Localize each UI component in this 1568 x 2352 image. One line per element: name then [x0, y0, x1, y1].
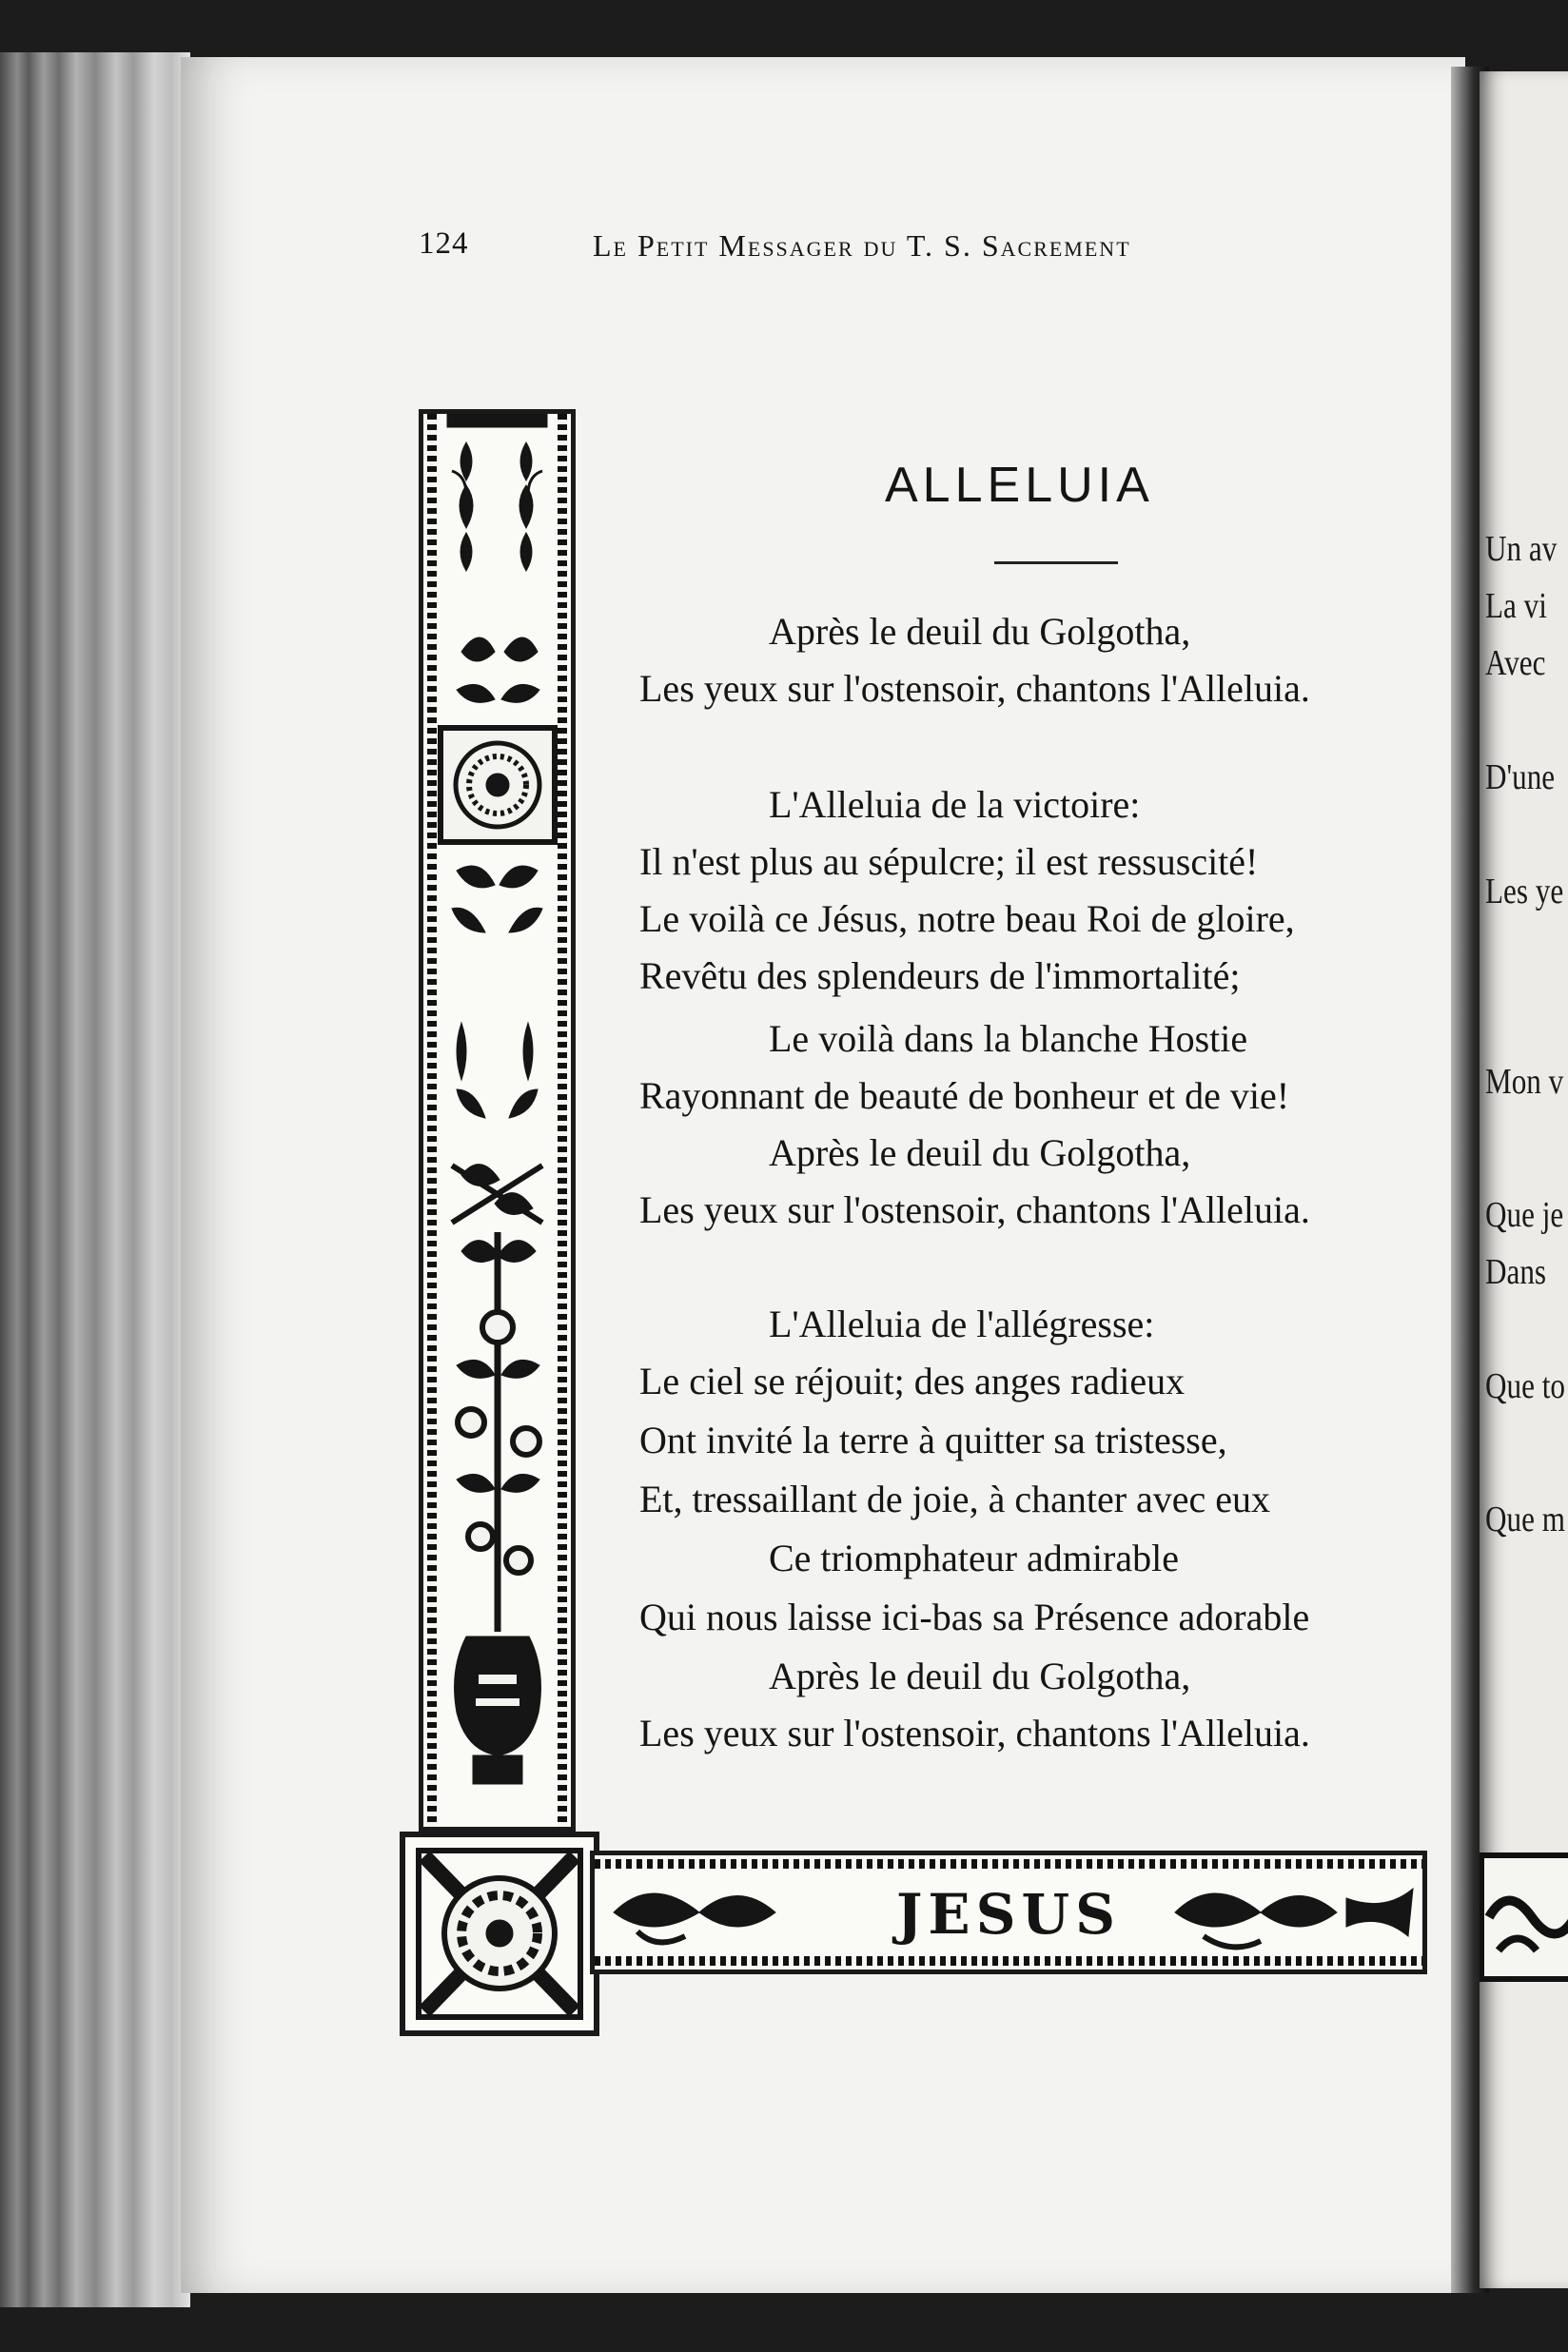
- facing-line: Que je: [1485, 1195, 1564, 1235]
- vertical-floral-border: [419, 409, 576, 1832]
- poem-line: Ce triomphateur admirable: [769, 1537, 1179, 1579]
- facing-page-border-ornament: [1480, 1836, 1568, 1998]
- poem-line: Le voilà dans la blanche Hostie: [769, 1017, 1248, 1060]
- title-rule: [994, 561, 1118, 564]
- poem-line: Et, tressaillant de joie, à chanter avec eux: [639, 1478, 1271, 1520]
- poem-line: Après le deuil du Golgotha,: [769, 1131, 1191, 1174]
- poem-line: Il n'est plus au sépulcre; il est ressuscité!: [639, 840, 1259, 883]
- page-edges: [0, 52, 190, 2307]
- poem-line: L'Alleluia de l'allégresse:: [769, 1303, 1155, 1345]
- facing-line: Mon v: [1485, 1062, 1564, 1102]
- poem-line: Les yeux sur l'ostensoir, chantons l'Alleluia.: [639, 1712, 1310, 1754]
- poem-line: Rayonnant de beauté de bonheur et de vie!: [639, 1074, 1290, 1117]
- corner-rosette-tile: [400, 1832, 599, 2036]
- poem-line: Revêtu des splendeurs de l'immortalité;: [639, 954, 1241, 997]
- running-header: [419, 219, 1370, 276]
- facing-line: Avec: [1485, 643, 1546, 683]
- facing-line: Que to: [1485, 1366, 1565, 1406]
- floral-ornament-icon: [423, 414, 571, 1827]
- facing-line: Dans: [1485, 1252, 1547, 1292]
- poem-line: L'Alleluia de la victoire:: [769, 783, 1141, 826]
- facing-line: Que m: [1485, 1499, 1565, 1539]
- poem-line: Le ciel se réjouit; des anges radieux: [639, 1360, 1186, 1402]
- poem-line: Le voilà ce Jésus, notre beau Roi de gloire,: [639, 897, 1295, 940]
- poem-line: Ont invité la terre à quitter sa tristesse,: [639, 1419, 1227, 1461]
- poem-line: Après le deuil du Golgotha,: [769, 610, 1191, 653]
- jesus-banner: [590, 1851, 1427, 1974]
- facing-line: Un av: [1485, 529, 1558, 569]
- facing-page: [1480, 71, 1568, 2288]
- facing-line: La vi: [1485, 586, 1547, 626]
- poem-line: Après le deuil du Golgotha,: [769, 1655, 1191, 1697]
- horizontal-banner-border: [400, 1832, 1446, 2036]
- running-title: Le Petit Messager du T. S. Sacrement: [593, 228, 1131, 263]
- poem-line: Qui nous laisse ici-bas sa Présence adorable: [639, 1596, 1310, 1638]
- poem-line: Les yeux sur l'ostensoir, chantons l'Alleluia.: [639, 667, 1310, 710]
- banner-label: JESUS: [895, 1882, 1121, 1947]
- poem-line: Les yeux sur l'ostensoir, chantons l'Alleluia.: [639, 1188, 1310, 1231]
- rosette-icon: [405, 1837, 594, 2030]
- poem-title: ALLELUIA: [885, 458, 1154, 513]
- facing-line: Les ye: [1485, 872, 1564, 911]
- page-number: 124: [419, 226, 469, 261]
- facing-line: D'une: [1485, 757, 1556, 797]
